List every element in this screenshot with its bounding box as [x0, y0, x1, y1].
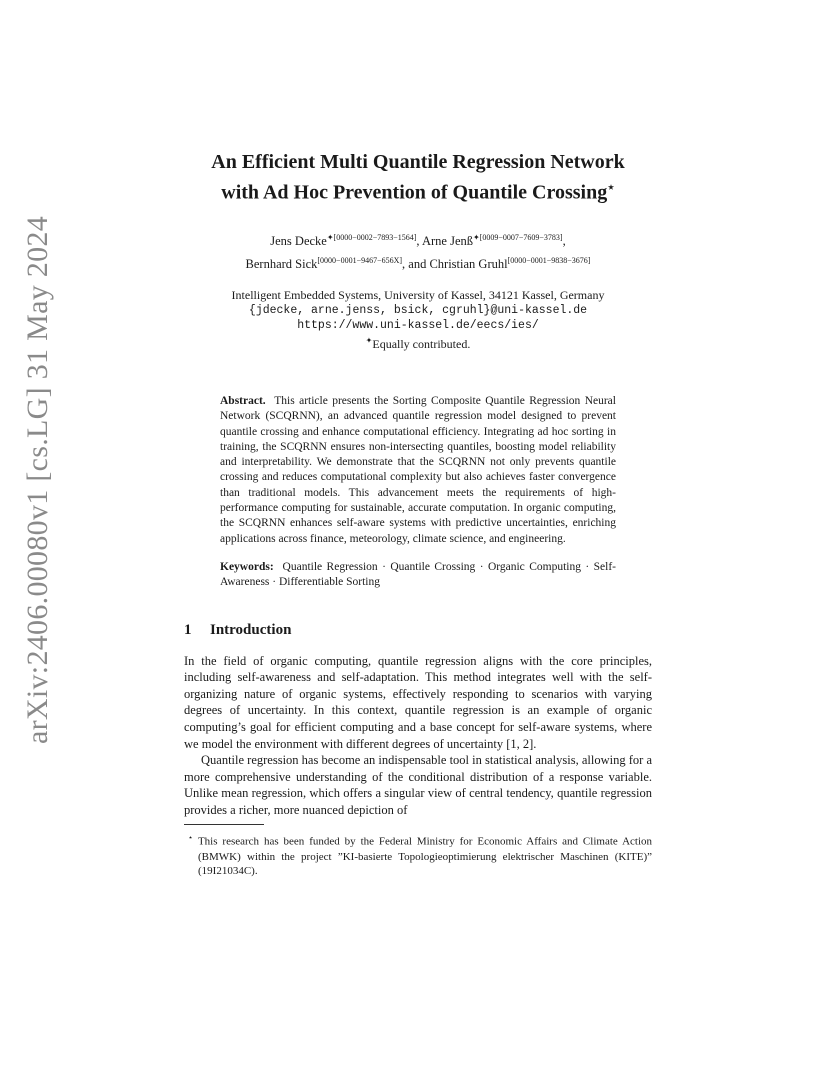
contribution-text: Equally contributed. [372, 336, 471, 351]
email-addresses[interactable]: {jdecke, arne.jenss, bsick, cgruhl}@uni-kassel.de [248, 303, 588, 317]
footnote [184, 831, 652, 878]
arxiv-identifier-stamp: arXiv:2406.00080v1 [cs.LG] 31 May 2024 [21, 216, 54, 744]
author-orcid: [0000−0001−9838−3676] [507, 255, 591, 265]
title-line-2: with Ad Hoc Prevention of Quantile Crossing [221, 181, 608, 204]
author-orcid: ✦[0009−0007−7609−3783] [473, 232, 563, 242]
affiliation-block [184, 288, 652, 352]
body-paragraph: In the field of organic computing, quantile regression aligns with the core principles, including self-awareness and self-adaptation. This method integrates well with the self-organizing nature of organic systems, effectively responding to scenarios with varying degrees of uncertainty. In this context, quantile regression is an example of organic computing’s goal for efficient computing and a base concept for self-aware systems, where we model the environment with different degrees of uncertainty [1, 2]. [184, 653, 652, 751]
keywords-text: Quantile Regression · Quantile Crossing · Organic Computing · Self-Awareness · Differentiable Sorting [220, 560, 616, 589]
author-list [184, 228, 652, 274]
paper-title [184, 150, 652, 206]
keywords-label: Keywords: [220, 560, 274, 573]
author-separator: , [562, 233, 566, 248]
author-orcid: ✦[0000−0002−7893−1564] [326, 232, 417, 242]
section-number: 1 [184, 621, 192, 638]
contribution-mark: ✦ [365, 335, 373, 345]
author-name: Bernhard Sick [245, 256, 318, 271]
institution-url[interactable]: https://www.uni-kassel.de/eecs/ies/ [297, 318, 539, 332]
section-heading [184, 621, 652, 639]
author-name: Jens Decke [270, 233, 327, 248]
title-line-1: An Efficient Multi Quantile Regression Network [211, 151, 625, 173]
footnote-mark: ⋆ [188, 833, 194, 843]
institution: Intelligent Embedded Systems, University of Kassel, 34121 Kassel, Germany [231, 287, 605, 302]
abstract-text: This article presents the Sorting Composite Quantile Regression Neural Network (SCQRNN), an advanced quantile regression model designed to prevent quantile crossing and enhance computational efficiency. Integrating ad hoc sorting in training, the SCQRNN ensures non-intersecting quantiles, boosting model reliability and interpretability. We demonstrate that the SCQRNN not only prevents quantile crossing and reduces computational complexity but also achieves faster convergence than traditional models. This advancement meets the requirements of high-performance computing for sustainable, accurate computation. In organic computing, the SCQRNN enhances self-aware systems with predictive uncertainties, enriching applications across finance, meteorology, climate science, and engineering. [220, 394, 616, 545]
abstract [220, 394, 616, 547]
abstract-label: Abstract. [220, 394, 266, 407]
footnote-divider [184, 824, 264, 825]
author-name: , and Christian Gruhl [402, 256, 508, 271]
keywords [220, 560, 616, 591]
footnote-text: This research has been funded by the Federal Ministry for Economic Affairs and Climate Action (BMWK) within the project ”KI-basierte Topologieoptimierung elektrischer Maschinen (KITE)” (19I21034C). [197, 836, 653, 878]
title-footnote-mark: ⋆ [607, 180, 615, 194]
section-title: Introduction [210, 621, 292, 638]
equal-contribution-note [184, 333, 652, 352]
body-paragraph: Quantile regression has become an indispensable tool in statistical analysis, allowing for a more comprehensive understanding of the conditional distribution of a response variable. Unlike mean regression, which offers a singular view of central tendency, quantile regression provides a richer, more nuanced depiction of [184, 753, 652, 817]
paper-page [184, 150, 652, 879]
author-name: , Arne Jenß [416, 233, 474, 248]
author-orcid: [0000−0001−9467−656X] [317, 255, 403, 265]
